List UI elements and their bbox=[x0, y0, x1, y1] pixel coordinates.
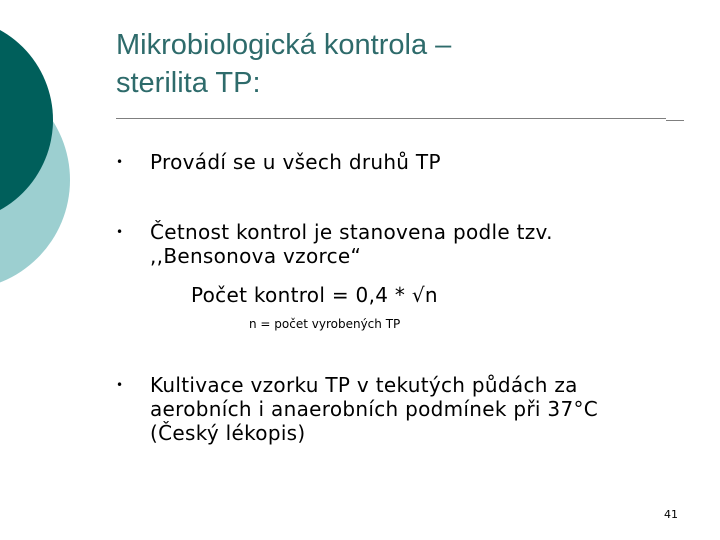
title-divider bbox=[116, 118, 666, 119]
page-number: 41 bbox=[664, 508, 678, 521]
bullet-text-2 bbox=[150, 220, 690, 268]
decorative-circles bbox=[0, 0, 80, 300]
formula-note: n = počet vyrobených TP bbox=[249, 317, 401, 331]
slide-title-line1: Mikrobiologická kontrola – bbox=[116, 29, 452, 61]
slide-title bbox=[116, 26, 676, 102]
bullet-marker-1: • bbox=[116, 155, 124, 169]
bullet-marker-3: • bbox=[116, 378, 124, 392]
slide-title-line2: sterilita TP: bbox=[116, 67, 261, 99]
bullet-text-2-line1: Četnost kontrol je stanovena podle tzv. bbox=[150, 220, 553, 244]
bensonova-formula: Počet kontrol = 0,4 * √n bbox=[191, 283, 438, 307]
bullet-text-3-line3: (Český lékopis) bbox=[150, 421, 306, 445]
bullet-text-1: Provádí se u všech druhů TP bbox=[150, 150, 441, 174]
bullet-marker-2: • bbox=[116, 225, 124, 239]
bullet-text-3 bbox=[150, 373, 690, 445]
bullet-text-2-line2: ,,Bensonova vzorce“ bbox=[150, 244, 362, 268]
bullet-text-3-line1: Kultivace vzorku TP v tekutých půdách za bbox=[150, 373, 578, 397]
title-divider-tail bbox=[666, 120, 684, 121]
bullet-text-3-line2: aerobních i anaerobních podmínek při 37°C bbox=[150, 397, 599, 421]
